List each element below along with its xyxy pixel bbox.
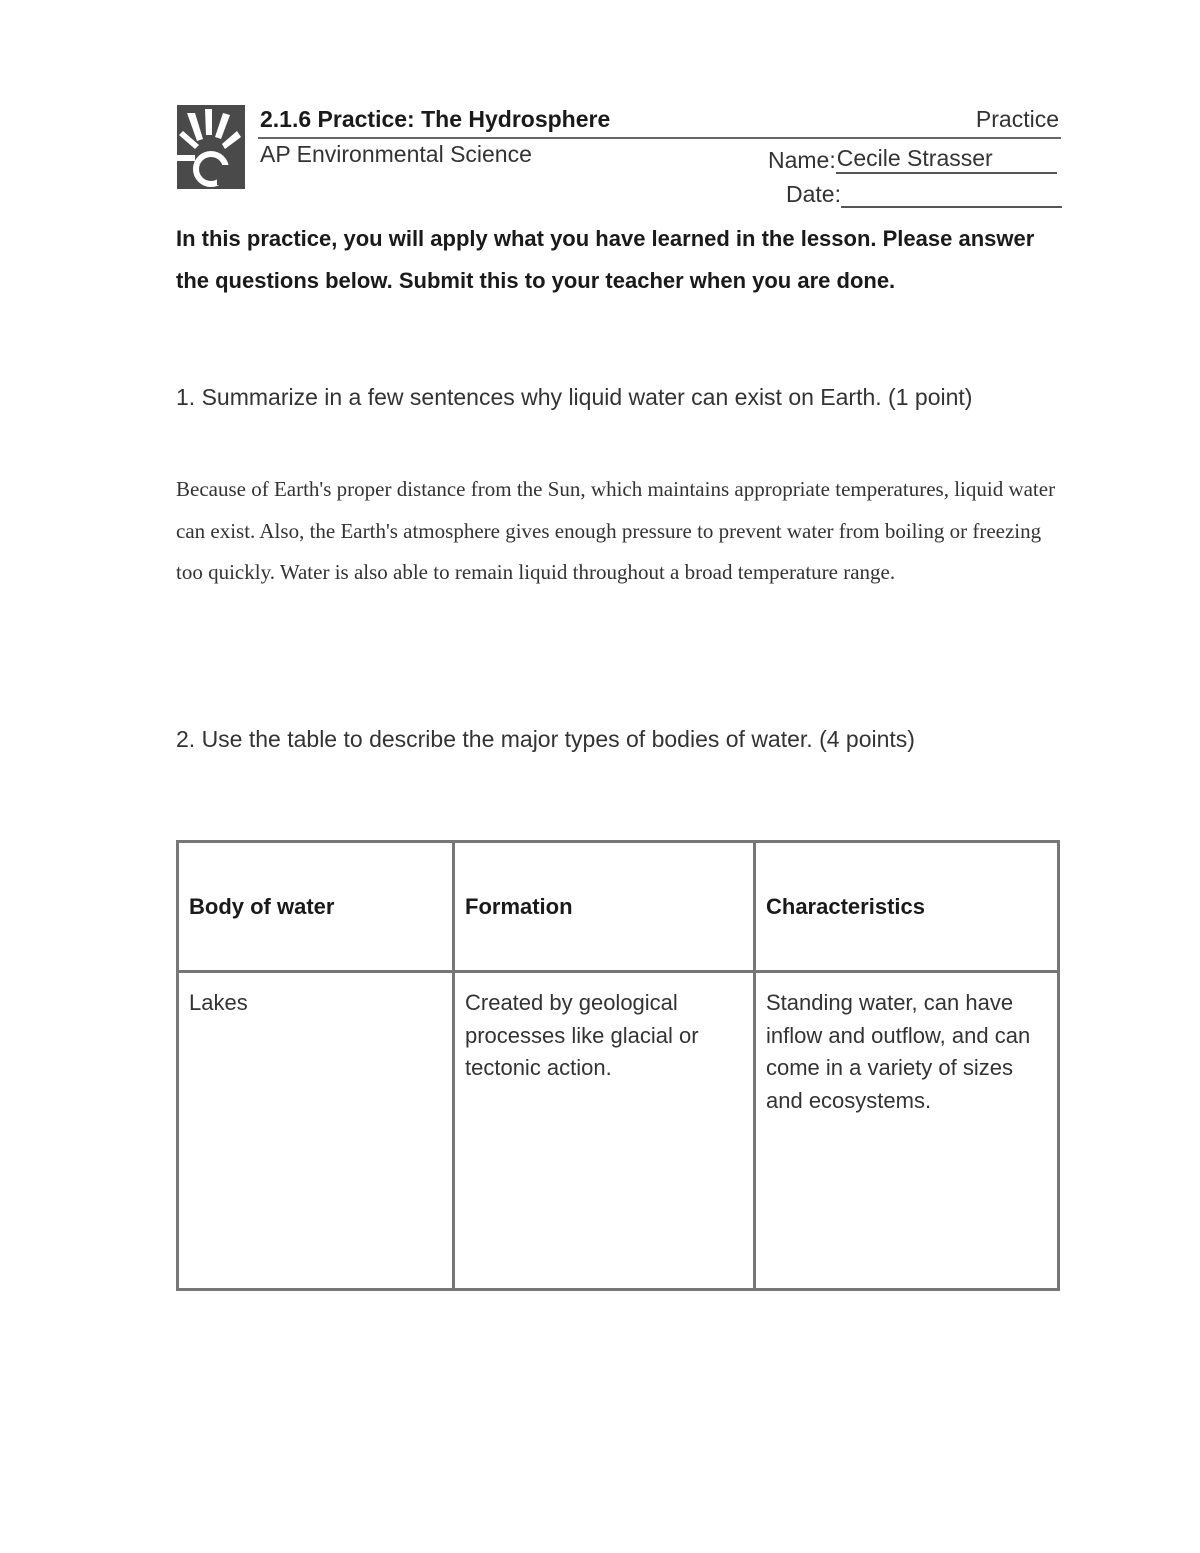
column-header-body-of-water: Body of water bbox=[178, 842, 454, 972]
name-field-row bbox=[768, 144, 1057, 174]
header-divider bbox=[258, 137, 1061, 139]
course-name: AP Environmental Science bbox=[260, 141, 532, 167]
cell-characteristics[interactable]: Standing water, can have inflow and outflow, and can come in a variety of sizes and ecosystems. bbox=[755, 972, 1059, 1290]
cell-body-of-water[interactable]: Lakes bbox=[178, 972, 454, 1290]
cell-formation[interactable]: Created by geological processes like glacial or tectonic action. bbox=[454, 972, 755, 1290]
column-header-characteristics: Characteristics bbox=[755, 842, 1059, 972]
question-1-prompt: 1. Summarize in a few sentences why liquid water can exist on Earth. (1 point) bbox=[176, 384, 973, 410]
date-field[interactable] bbox=[841, 178, 1062, 208]
document-title: 2.1.6 Practice: The Hydrosphere bbox=[260, 106, 611, 132]
date-field-row bbox=[786, 178, 1062, 208]
question-2-prompt: 2. Use the table to describe the major types of bodies of water. (4 points) bbox=[176, 726, 915, 752]
name-field[interactable]: Cecile Strasser bbox=[836, 144, 1057, 174]
column-header-formation: Formation bbox=[454, 842, 755, 972]
document-type-label: Practice bbox=[975, 106, 1059, 132]
question-1-answer[interactable]: Because of Earth's proper distance from the Sun, which maintains appropriate temperatures, liquid water can exist. Also, the Earth's atmosphere gives enough pressure to prevent water from boiling or freezing too quickly. Water is also able to remain liquid throughout a broad temperature range. bbox=[176, 477, 1056, 584]
date-label: Date: bbox=[786, 181, 841, 207]
bodies-of-water-table bbox=[176, 840, 1060, 1291]
table-row bbox=[178, 972, 1059, 1290]
name-label: Name: bbox=[768, 147, 836, 173]
sunburst-logo-icon bbox=[177, 105, 245, 189]
table-header-row bbox=[178, 842, 1059, 972]
instructions-text: In this practice, you will apply what you have learned in the lesson. Please answer the questions below. Submit this to your teacher when you are done. bbox=[176, 226, 1035, 293]
